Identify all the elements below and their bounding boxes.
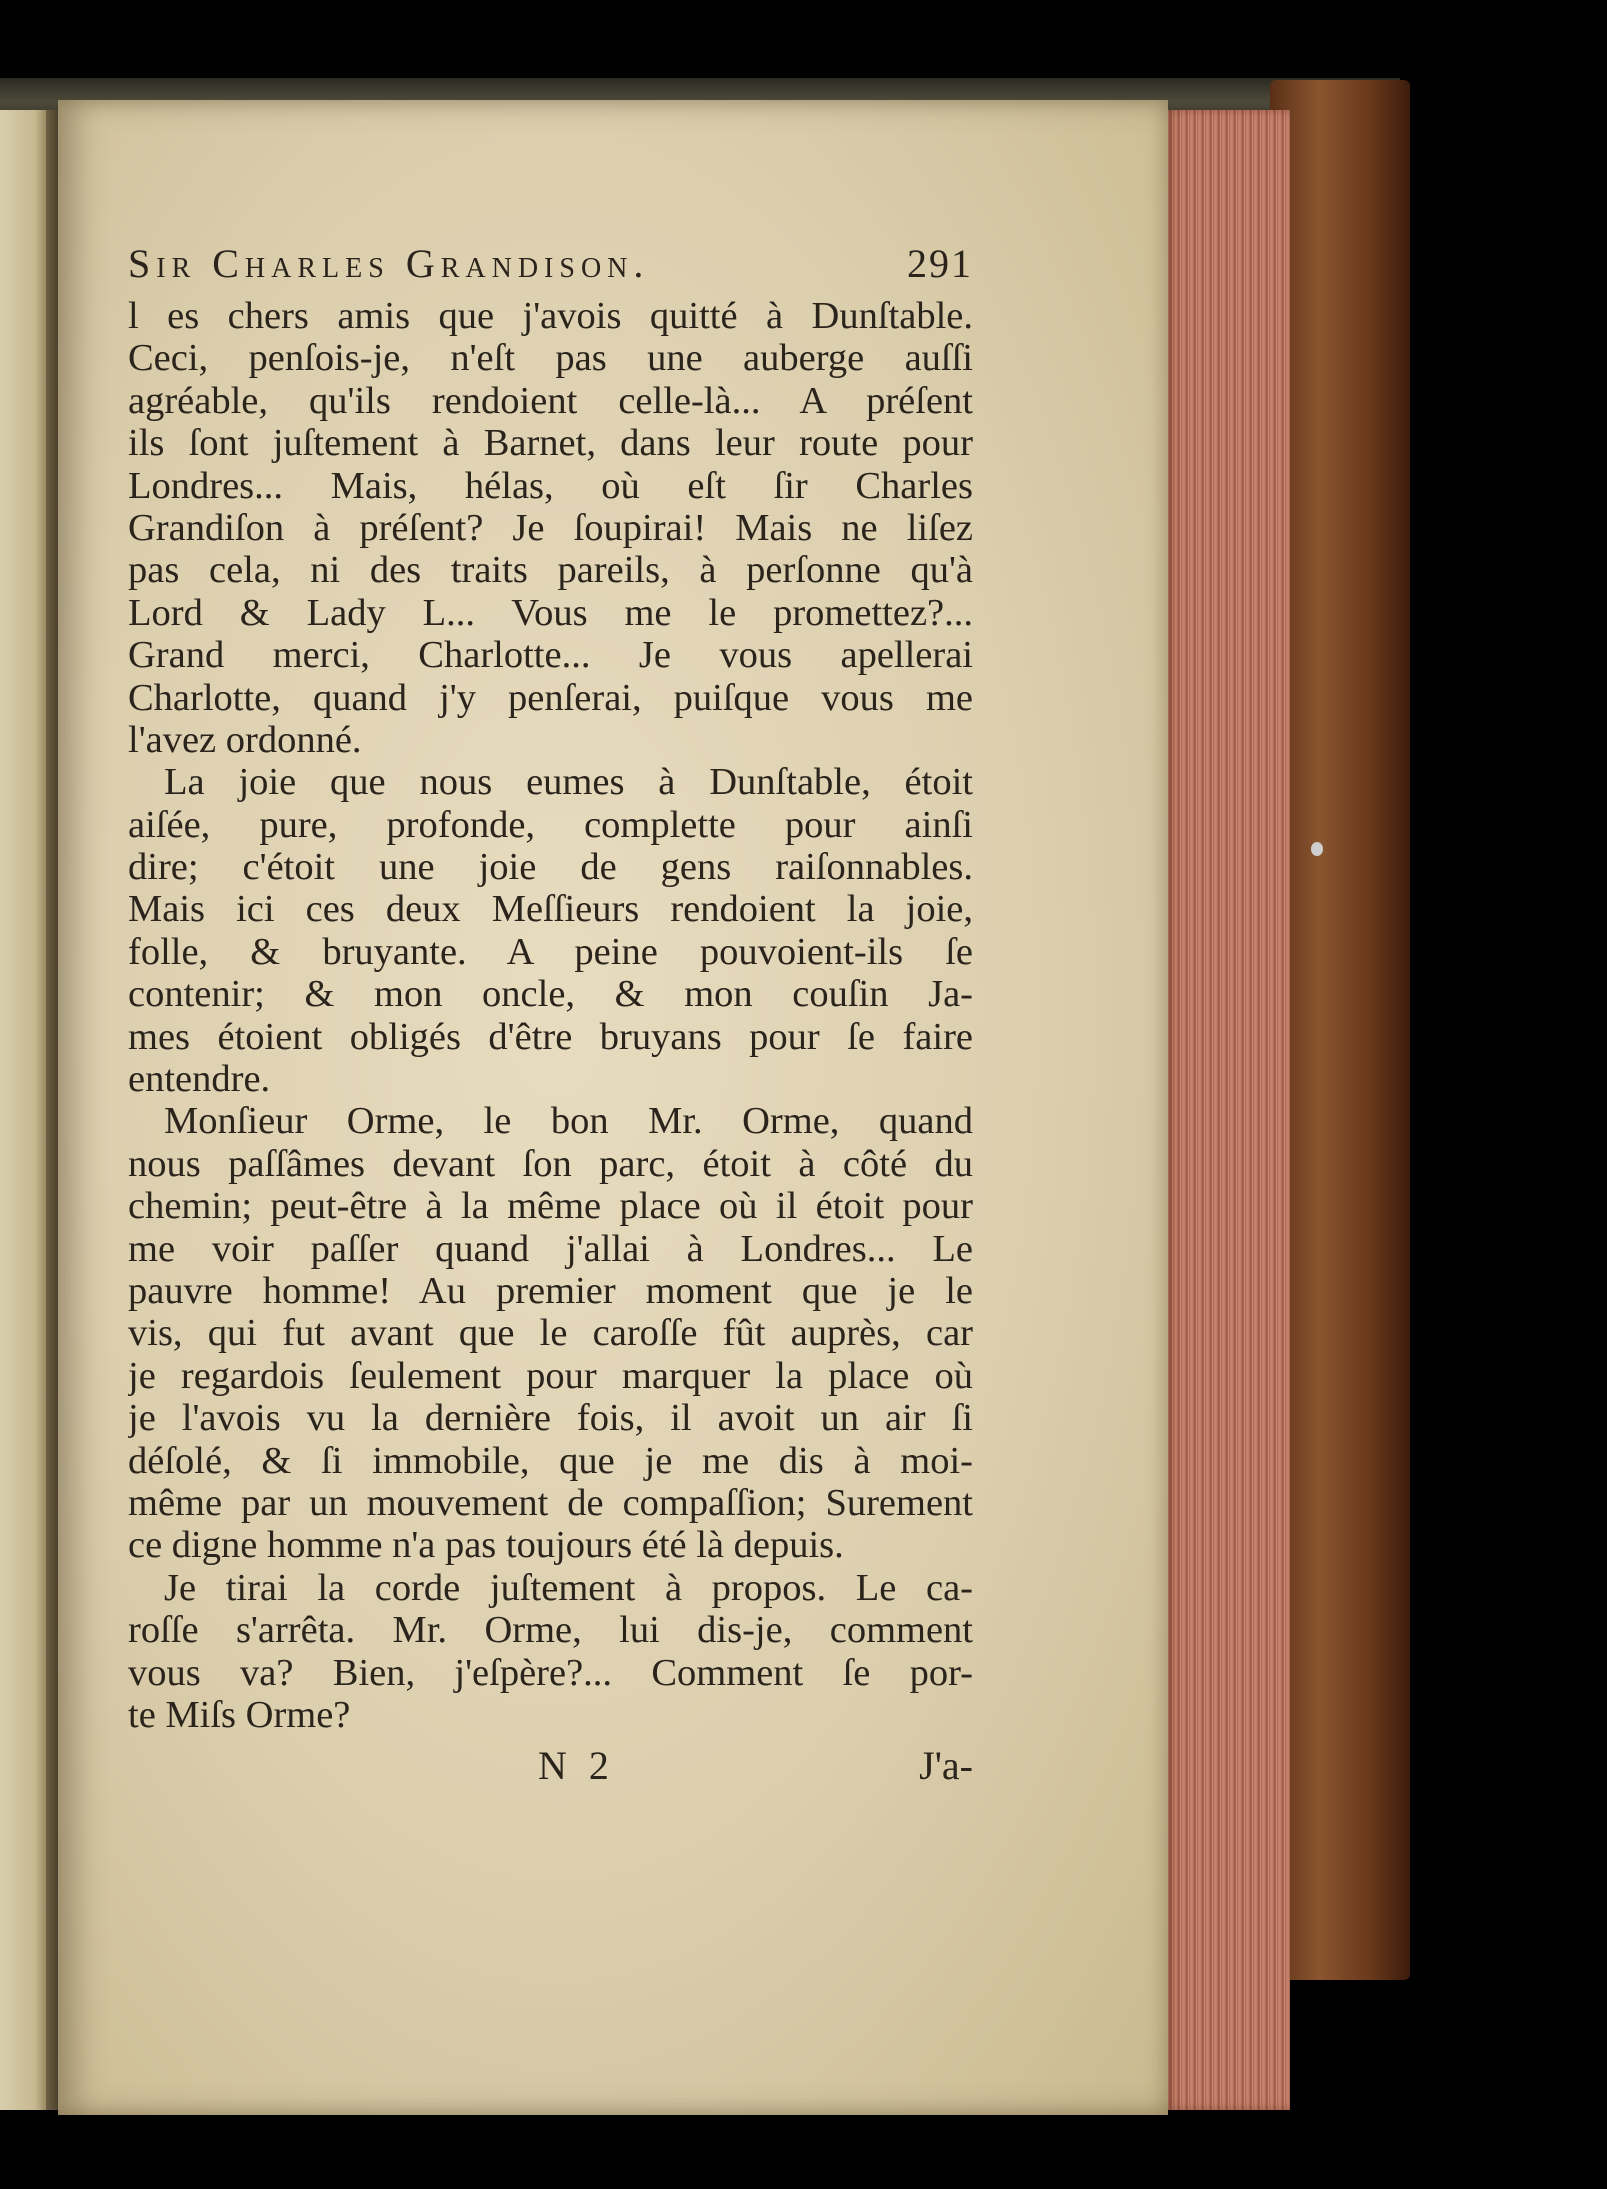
text-line: ils ſont juſtement à Barnet, dans leur route pour [128,422,973,465]
text-line: pas cela, ni des traits pareils, à perſonne qu'à [128,549,973,592]
text-line: pauvre homme! Au premier moment que je le [128,1269,973,1312]
text-line: te Miſs Orme? [128,1693,351,1736]
leather-binding [1270,80,1410,1980]
text-line: même par un mouvement de compaſſion; Surement [128,1481,973,1524]
text-line: aiſée, pure, profonde, complette pour ainſi [128,803,973,846]
fore-edge-pages [1165,110,1290,2110]
text-line: l es chers amis que j'avois quitté à Dunſtable. [128,295,973,337]
text-line: Je tirai la corde juſtement à propos. Le ca- [164,1566,973,1609]
text-line: nous paſſâmes devant ſon parc, étoit à côté du [128,1142,973,1185]
text-line: agréable, qu'ils rendoient celle-là... A préſent [128,379,973,422]
text-line: Charlotte, quand j'y penſerai, puiſque vous me [128,676,973,719]
text-line: roſſe s'arrêta. Mr. Orme, lui dis-je, comment [128,1609,973,1652]
text-line: Ceci, penſois-je, n'eſt pas une auberge auſſi [128,337,973,380]
text-line: je l'avois vu la dernière fois, il avoit un air ſi [128,1397,973,1440]
text-line: déſolé, & ſi immobile, que je me dis à moi- [128,1439,973,1482]
text-line: Londres... Mais, hélas, où eſt ſir Charles [128,464,973,507]
text-line: entendre. [128,1058,271,1101]
text-line: mes étoient obligés d'être bruyans pour ſe faire [128,1015,973,1058]
text-line: Grandiſon à préſent? Je ſoupirai! Mais ne liſez [128,506,973,549]
text-line: Lord & Lady L... Vous me le promettez?... [128,591,973,634]
signature-mark: N 2 [538,1743,615,1789]
page-number: 291 [907,241,973,286]
text-line: je regardois ſeulement pour marquer la place où [128,1354,973,1397]
text-line: ce digne homme n'a pas toujours été là depuis. [128,1524,844,1567]
text-line: Monſieur Orme, le bon Mr. Orme, quand [164,1100,973,1143]
text-line: Mais ici ces deux Meſſieurs rendoient la joie, [128,888,973,931]
text-line: La joie que nous eumes à Dunſtable, étoit [164,761,973,804]
page-content [128,240,973,1792]
page-footer [128,1742,973,1792]
facing-page-edge [0,110,50,2110]
text-line: folle, & bruyante. A peine pouvoient-ils ſe [128,930,973,973]
text-line: chemin; peut-être à la même place où il étoit pour [128,1185,973,1228]
text-line: Grand merci, Charlotte... Je vous apellerai [128,634,973,677]
text-line: me voir paſſer quand j'allai à Londres... Le [128,1227,973,1270]
text-line: dire; c'étoit une joie de gens raiſonnables. [128,846,973,889]
running-head-title: Sir Charles Grandison. [128,241,650,286]
pin-dot [1311,842,1323,856]
text-body [128,295,973,1736]
running-head [128,240,973,287]
text-line: l'avez ordonné. [128,718,362,761]
text-line: vous va? Bien, j'eſpère?... Comment ſe por- [128,1651,973,1694]
catchword: J'a- [919,1743,973,1789]
text-line: contenir; & mon oncle, & mon couſin Ja- [128,973,973,1016]
text-line: vis, qui fut avant que le caroſſe fût auprès, car [128,1312,973,1355]
